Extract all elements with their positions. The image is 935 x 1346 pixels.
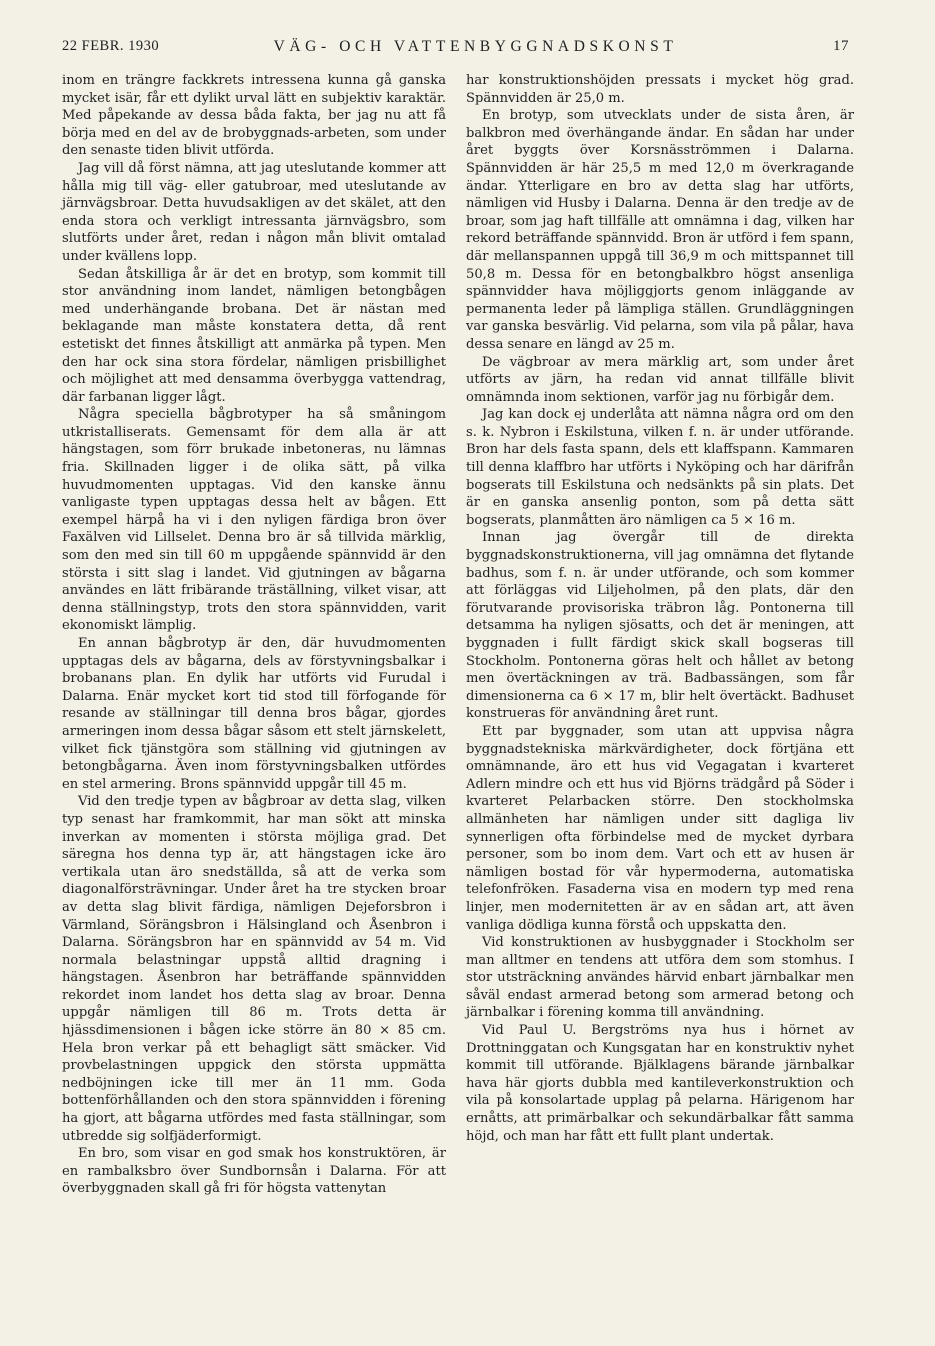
paragraph: Jag vill då först nämna, att jag uteslutande kommer att hålla mig till väg- eller gatubroar, med uteslutande av järnvägsbroar. Detta huvudsakligen av det skälet, att den enda stora och verkligt intressanta järnvägsbro, som slutförts under året, redan i någon mån blivit omtalad under kvällens lopp.	[62, 160, 446, 264]
journal-title: VÄG- OCH VATTENBYGGNADSKONST	[273, 38, 678, 55]
left-column	[62, 72, 446, 1198]
issue-date: 22 FEBR. 1930	[62, 38, 160, 54]
paragraph: har konstruktionshöjden pressats i mycket hög grad. Spännvidden är 25,0 m.	[466, 73, 854, 106]
paragraph: inom en trängre fackkrets intressena kunna gå ganska mycket isär, får ett dylikt urval lätt en subjektiv karaktär. Med påpekande av dessa båda fakta, ber jag nu att få börja med en del av de brobyggnads-arbeten, som under den senaste tiden blivit utförda.	[62, 73, 446, 159]
paragraph: Några speciella bågbrotyper ha så småningom utkristalliserats. Gemensamt för dem alla är att hängstagen, som förr brukade inbetoneras, nu lämnas fria. Skillnaden ligger i de olika sätt, på vilka huvudmomenten upptagas. Vid den kanske ännu vanligaste typen upptagas dessa helt av bågen. Ett exempel härpå ha vi i den nyligen färdiga bron över Faxälven vid Lillselet. Denna bro är så tillvida märklig, som den med sin till 60 m uppgående spännvidd är den största i sitt slag i landet. Vid gjutningen av bågarna användes en lätt fribärande träställning, vilket visar, att denna ställningstyp, trots den stora spännvidden, varit ekonomiskt lämplig.	[62, 407, 446, 634]
paragraph: En annan bågbrotyp är den, där huvudmomenten upptagas dels av bågarna, dels av förstyvningsbalkar i brobanans plan. En dylik har utförts vid Furudal i Dalarna. Enär mycket kort tid stod till förfogande för resande av ställningar till denna bros bågar, gjordes armeringen inom dessa bågar såsom ett stelt järnskelett, vilket fick tjänstgöra som ställning vid gjutningen av betongbågarna. Även inom förstyvningsbalken utfördes en stel armering. Brons spännvidd uppgår till 45 m.	[62, 636, 446, 792]
running-header	[62, 38, 849, 60]
paragraph: De vägbroar av mera märklig art, som under året utförts av järn, ha redan vid annat tillfälle blivit omnämnda inom sektionen, varför jag nu förbigår dem.	[466, 354, 854, 405]
paragraph: Vid den tredje typen av bågbroar av detta slag, vilken typ senast har framkommit, har man sökt att minska inverkan av momenten i största möjliga grad. Det säregna hos denna typ är, att hängstagen icke äro vertikala utan äro snedställda, så att de verka som diagonalförsträvningar. Under året ha tre stycken broar av detta slag blivit färdiga, nämligen Dejeforsbron i Värmland, Sörängsbron i Hälsingland och Åsenbron i Dalarna. Sörängsbron har en spännvidd av 54 m. Vid normala belastningar uppstå alltid dragning i hängstagen. Åsenbron har beträffande spännvidden rekordet inom landet hos detta slag av broar. Denna uppgår nämligen till 86 m. Trots detta är hjässdimensionen i bågen icke större än 80 × 85 cm. Hela bron verkar på ett behagligt sätt smäcker. Vid provbelastningen uppgick den största uppmätta nedböjningen icke till mer än 11 mm. Goda bottenförhållanden och den stora spännvidden i förening ha gjort, att bågarna utfördes med fasta ställningar, som utbredde sig solfjäderformigt.	[62, 794, 446, 1144]
right-column	[466, 72, 854, 1145]
paragraph: Vid Paul U. Bergströms nya hus i hörnet av Drottninggatan och Kungsgatan har en konstruktiv nyhet kommit till utförande. Bjälklagens bärande järnbalkar hava här gjorts dubbla med kantileverkonstruktion och vila på konsolartade upplag på pelarna. Härigenom har ernåtts, att primärbalkar och sekundärbalkar fått samma höjd, och man har fått ett fullt plant undertak.	[466, 1023, 854, 1144]
paragraph: Innan jag övergår till de direkta byggnadskonstruktionerna, vill jag omnämna det flytande badhus, som f. n. är under utförande, och som kommer att förläggas vid Liljeholmen, på den plats, där den förutvarande provisoriska träbron låg. Pontonerna till detsamma ha nyligen sjösatts, och det är meningen, att byggnaden i fullt färdigt skick skall bogseras till Stockholm. Pontonerna göras helt och hållet av betong men övertäckningen av trä. Badbassängen, som får dimensionerna ca 6 × 17 m, blir helt övertäckt. Badhuset konstrueras för användning året runt.	[466, 530, 854, 722]
paragraph: Ett par byggnader, som utan att uppvisa några byggnadstekniska märkvärdigheter, dock förtjäna ett omnämnande, äro ett hus vid Vegagatan i kvarteret Adlern mindre och ett hus vid Björns trädgård på Söder i kvarteret Pelarbacken större. Den stockholmska allmänheten har nämligen under sitt dagliga liv synnerligen ofta förbindelse med de mycket dyrbara personer, som bo inom dem. Vart och ett av husen är nämligen bostad för vår hypermoderna, automatiska telefonfröken. Fasaderna visa en modern typ med rena linjer, men modernitetten är av en sådan art, att även vanliga dödliga kunna förstå och uppskatta den.	[466, 723, 854, 933]
paragraph: En brotyp, som utvecklats under de sista åren, är balkbron med överhängande ändar. En sådan har under året byggts över Korsnäsströmmen i Dalarna. Spännvidden är här 25,5 m med 12,0 m överkragande ändar. Ytterligare en bro av detta slag har utförts, nämligen vid Husby i Dalarna. Denna är den tredje av de broar, som jag haft tillfälle att omnämna i dag, vilken har rekord beträffande spännvidd. Bron är utförd i fem spann, där mellanspannen uppgå till 36,9 m och mittspannet till 50,8 m. Dessa för en betongbalkbro högst ansenliga spännvidder hava möjliggjorts genom inläggande av permanenta leder på lämpliga ställen. Grundläggningen var ganska besvärlig. Vid pelarna, som vila på pålar, hava dessa senare en längd av 25 m.	[466, 108, 854, 352]
paragraph: Jag kan dock ej underlåta att nämna några ord om den s. k. Nybron i Eskilstuna, vilken f. n. är under utförande. Bron har dels fasta spann, dels ett klaffspann. Kammaren till denna klaffbro har utförts i Nyköping och har därifrån bogserats till Eskilstuna och nedsänkts på sin plats. Det är en ganska ansenlig ponton, som på detta sätt bogserats, planmåtten äro nämligen ca 5 × 16 m.	[466, 407, 854, 528]
paragraph: Vid konstruktionen av husbyggnader i Stockholm ser man alltmer en tendens att utföra dem som stomhus. I stor utsträckning användes härvid enbart järnbalkar men såväl endast armerad betong som armerad betong och järnbalkar i förening komma till användning.	[466, 935, 854, 1021]
paragraph: Sedan åtskilliga år är det en brotyp, som kommit till stor användning inom landet, nämligen betongbågen med underhängande brobana. Det är nästan med beklagande man måste konstatera detta, då rent estetiskt det finnes åtskilligt att anmärka på typen. Men den har ock sina stora fördelar, nämligen prisbillighet och möjlighet att med densamma överbygga vattendrag, där farbanan ligger lågt.	[62, 266, 446, 405]
paragraph: En bro, som visar en god smak hos konstruktören, är en rambalksbro över Sundbornsån i Dalarna. För att överbyggnaden skall gå fri för högsta vattenytan	[62, 1146, 446, 1197]
page-number: 17	[833, 38, 849, 54]
